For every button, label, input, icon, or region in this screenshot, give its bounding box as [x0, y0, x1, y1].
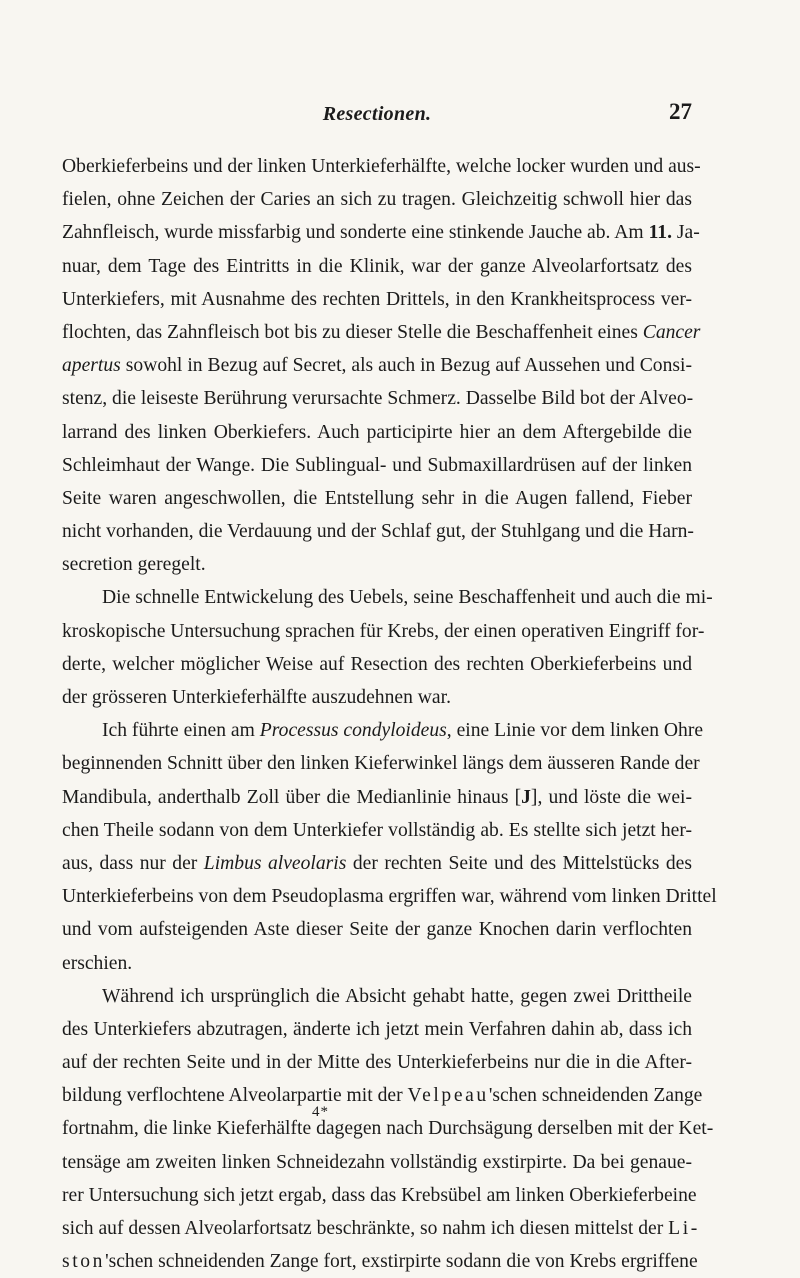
text-line: bildung verflochtene Alveolarpartie mit der Velpeau'schen schneidenden Zange — [62, 1085, 703, 1107]
signature-mark: 4* — [312, 1104, 329, 1120]
text-line: fielen, ohne Zeichen der Caries an sich zu tragen. Gleichzeitig schwoll hier das — [62, 189, 692, 211]
text-line: stenz, die leiseste Berührung verursachte Schmerz. Dasselbe Bild bot der Alveo- — [62, 388, 694, 410]
text-line: derte, welcher möglicher Weise auf Resection des rechten Oberkieferbeins und — [62, 653, 692, 675]
text-line: Mandibula, anderthalb Zoll über die Medianlinie hinaus [J], und löste die wei- — [62, 786, 692, 808]
running-head — [62, 99, 692, 133]
term-cancer: Cancer — [642, 321, 701, 343]
text-line: secretion geregelt. — [62, 554, 206, 576]
text-line: auf der rechten Seite und in der Mitte des Unterkieferbeins nur die in die After- — [62, 1052, 692, 1074]
text-line: kroskopische Untersuchung sprachen für Krebs, der einen operativen Eingriff for- — [62, 620, 705, 642]
term-apertus: apertus — [62, 355, 121, 377]
text-line: fortnahm, die linke Kieferhälfte dagegen nach Durchsägung derselben mit der Ket- — [62, 1118, 714, 1140]
text-line: Unterkieferbeins von dem Pseudoplasma ergriffen war, während vom linken Drittel — [62, 886, 717, 908]
text-line: flochten, das Zahnfleisch bot bis zu dieser Stelle die Beschaffenheit eines Cancer — [62, 321, 701, 343]
text-line: larrand des linken Oberkiefers. Auch participirte hier an dem Aftergebilde die — [62, 421, 692, 443]
text-line: Schleimhaut der Wange. Die Sublingual- und Submaxillardrüsen auf der linken — [62, 454, 692, 476]
page-number: 27 — [669, 99, 692, 124]
text-line: und vom aufsteigenden Aste dieser Seite der ganze Knochen darin verflochten — [62, 919, 692, 941]
surgeon-name-liston-a: Li- — [668, 1218, 700, 1239]
running-title: Resectionen. — [322, 103, 432, 125]
plate-reference: J — [521, 786, 531, 808]
text-line: nicht vorhanden, die Verdauung und der Schlaf gut, der Stuhlgang und die Harn- — [62, 521, 694, 543]
text-line: des Unterkiefers abzutragen, änderte ich jetzt mein Verfahren dahin ab, dass ich — [62, 1018, 692, 1040]
text-line: aus, dass nur der Limbus alveolaris der rechten Seite und des Mittelstücks des — [62, 852, 693, 874]
date-number: 11. — [648, 222, 672, 244]
text-line: der grösseren Unterkieferhälfte auszudehnen war. — [62, 687, 451, 708]
body-text — [62, 150, 717, 1278]
text-line: tensäge am zweiten linken Schneidezahn vollständig exstirpirte. Da bei genaue- — [62, 1151, 692, 1173]
text-line: sich auf dessen Alveolarfortsatz beschränkte, so nahm ich diesen mittelst der Li- — [62, 1218, 700, 1239]
text-line: Die schnelle Entwickelung des Uebels, seine Beschaffenheit und auch die mi- — [102, 587, 713, 609]
text-line: erschien. — [62, 952, 133, 974]
surgeon-name-liston-b: ston — [62, 1251, 106, 1273]
text-line: Oberkieferbeins und der linken Unterkieferhälfte, welche locker wurden und aus- — [62, 156, 701, 177]
text-line: apertus sowohl in Bezug auf Secret, als auch in Bezug auf Aussehen und Consi- — [62, 355, 692, 377]
text-line: Zahnfleisch, wurde missfarbig und sonderte eine stinkende Jauche ab. Am 11. Ja- — [62, 222, 700, 244]
text-line: rer Untersuchung sich jetzt ergab, dass das Krebsübel am linken Oberkieferbeine — [62, 1184, 697, 1206]
text-line: Unterkiefers, mit Ausnahme des rechten Drittels, in den Krankheitsprocess ver- — [62, 288, 692, 310]
text-line: Ich führte einen am Processus condyloideus, eine Linie vor dem linken Ohre — [102, 720, 704, 742]
term-limbus: Limbus alveolaris — [203, 852, 347, 874]
text-line: beginnenden Schnitt über den linken Kieferwinkel längs dem äusseren Rande der — [62, 753, 700, 775]
text-line: Während ich ursprünglich die Absicht gehabt hatte, gegen zwei Drittheile — [102, 985, 692, 1007]
text-line: nuar, dem Tage des Eintritts in die Klinik, war der ganze Alveolarfortsatz des — [62, 255, 692, 277]
term-processus: Processus condyloideus — [259, 720, 447, 742]
text-line: ston'schen schneidenden Zange fort, exstirpirte sodann die von Krebs ergriffene — [62, 1251, 698, 1273]
surgeon-name-velpeau: Velpeau — [407, 1085, 489, 1107]
text-line: chen Theile sodann von dem Unterkiefer vollständig ab. Es stellte sich jetzt her- — [62, 819, 692, 841]
text-line: Seite waren angeschwollen, die Entstellung sehr in die Augen fallend, Fieber — [62, 487, 692, 509]
